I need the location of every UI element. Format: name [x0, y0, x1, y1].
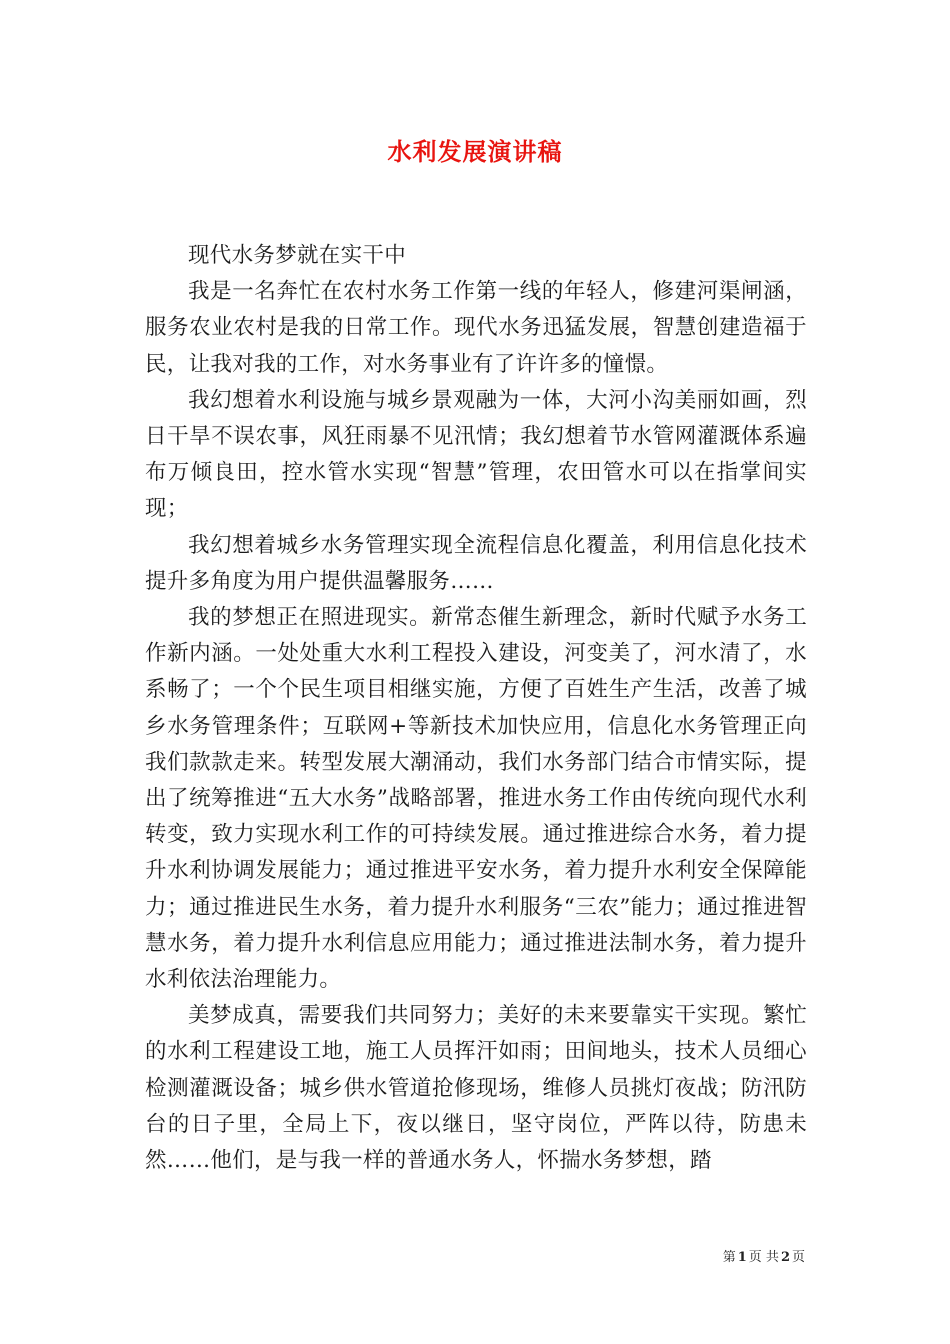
paragraph: 我是一名奔忙在农村水务工作第一线的年轻人，修建河渠闸涵，服务农业农村是我的日常工作。现代水务迅猛发展，智慧创建造福于民，让我对我的工作，对水务事业有了许许多的憧憬。	[145, 279, 807, 377]
paragraph-subtitle: 现代水务梦就在实干中	[188, 243, 407, 268]
footer-suffix: 页	[791, 1250, 805, 1265]
footer-prefix: 第	[722, 1250, 736, 1265]
paragraph: 我幻想着水利设施与城乡景观融为一体，大河小沟美丽如画，烈日干旱不误农事，风狂雨暴不见汛情；我幻想着节水管网灌溉体系遍布万倾良田，控水管水实现“智慧”管理，农田管水可以在指掌间实现；	[145, 387, 807, 522]
document-body	[145, 238, 807, 1179]
current-page-number: 1	[737, 1250, 747, 1265]
document-title: 水利发展演讲稿	[387, 137, 563, 166]
paragraph: 我幻想着城乡水务管理实现全流程信息化覆盖，利用信息化技术提升多角度为用户提供温馨服务……	[145, 532, 807, 594]
paragraph: 我的梦想正在照进现实。新常态催生新理念，新时代赋予水务工作新内涵。一处处重大水利工程投入建设，河变美了，河水清了，水系畅了；一个个民生项目相继实施，方便了百姓生产生活，改善了城乡水务管理条件；互联网+等新技术加快应用，信息化水务管理正向我们款款走来。转型发展大潮涌动，我们水务部门结合市情实际，提出了统筹推进“五大水务”战略部署，推进水务工作由传统向现代水利转变，致力实现水利工作的可持续发展。通过推进综合水务，着力提升水利协调发展能力；通过推进平安水务，着力提升水利安全保障能力；通过推进民生水务，着力提升水利服务“三农”能力；通过推进智慧水务，着力提升水利信息应用能力；通过推进法制水务，着力提升水利依法治理能力。	[145, 605, 807, 993]
paragraph: 美梦成真，需要我们共同努力；美好的未来要靠实干实现。繁忙的水利工程建设工地，施工人员挥汗如雨；田间地头，技术人员细心检测灌溉设备；城乡供水管道抢修现场，维修人员挑灯夜战；防汛防台的日子里，全局上下，夜以继日，坚守岗位，严阵以待，防患未然……他们，是与我一样的普通水务人，怀揣水务梦想，踏	[145, 1003, 807, 1174]
page-number-footer	[723, 1246, 805, 1265]
total-pages-number: 2	[780, 1250, 790, 1265]
footer-middle: 页 共	[748, 1250, 779, 1265]
